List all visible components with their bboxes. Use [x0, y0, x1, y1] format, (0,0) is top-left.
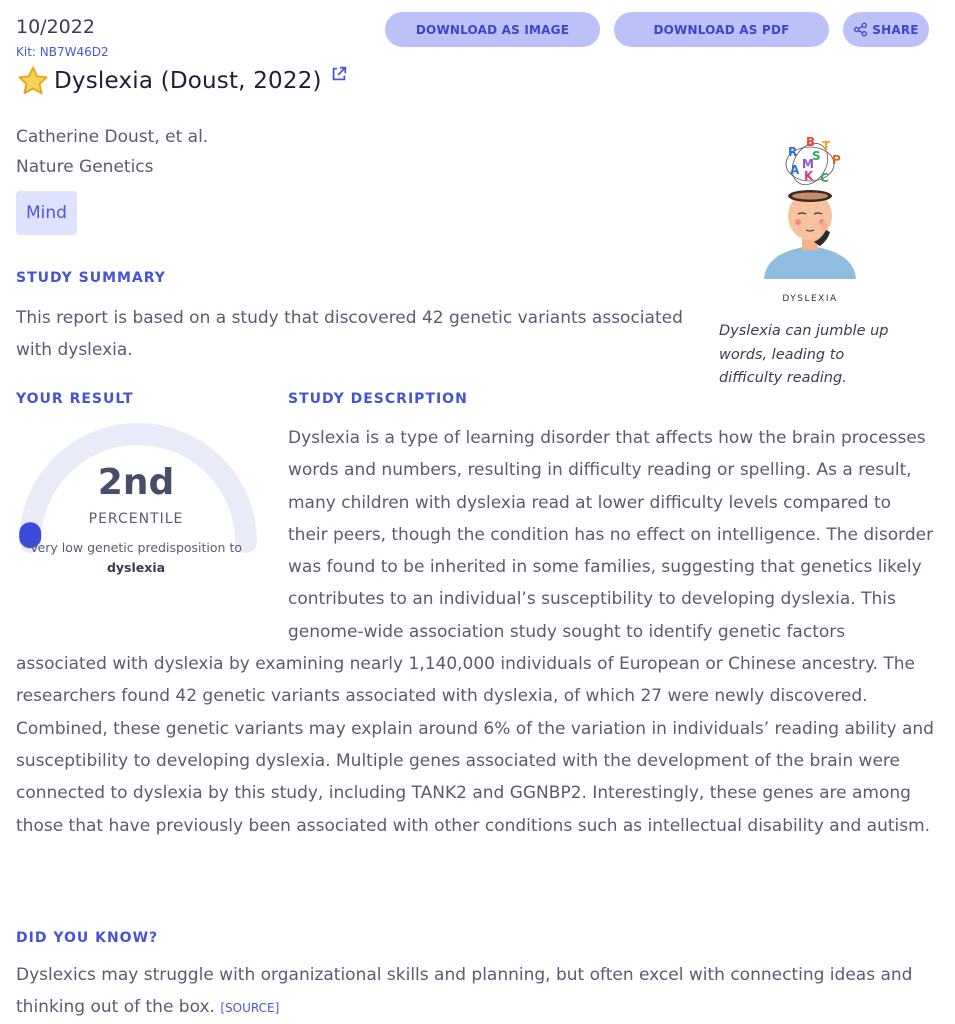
did-you-know-text: Dyslexics may struggle with organizational skills and planning, but often excel with connecting ideas and thinking out of the box. [16, 965, 913, 1017]
share-icon [853, 22, 868, 37]
authors-block [16, 122, 208, 182]
source-link[interactable]: [SOURCE] [220, 1001, 280, 1015]
page-title: Dyslexia (Doust, 2022) [54, 68, 322, 94]
illustration-letter: A [790, 163, 800, 177]
download-pdf-button[interactable]: DOWNLOAD AS PDF [614, 12, 829, 47]
download-image-button[interactable]: DOWNLOAD AS IMAGE [385, 12, 600, 47]
illustration-letter: B [806, 135, 816, 149]
result-description-prefix: Very low genetic predisposition to [30, 540, 242, 555]
illustration-caption: Dyslexia can jumble up words, leading to difficulty reading. [719, 323, 889, 386]
report-date: 10/2022 [16, 16, 95, 38]
study-summary-text: This report is based on a study that discovered 42 genetic variants associated with dyslexia. [16, 308, 683, 360]
illustration-letter: T [822, 139, 831, 153]
dyslexia-illustration [754, 134, 866, 294]
journal: Nature Genetics [16, 157, 154, 177]
illustration-letter: S [812, 149, 821, 163]
favorite-star-icon[interactable] [16, 64, 50, 98]
percentile-value: 2nd [97, 462, 175, 503]
illustration-letter: C [820, 171, 829, 185]
result-trait: dyslexia [106, 560, 166, 575]
illustration-letter: P [832, 153, 841, 167]
did-you-know-block [16, 959, 936, 1024]
study-description-heading: STUDY DESCRIPTION [288, 391, 468, 407]
authors: Catherine Doust, et al. [16, 127, 209, 147]
kit-id: Kit: NB7W46D2 [16, 45, 109, 59]
external-link-icon[interactable] [330, 65, 348, 83]
illustration-label: DYSLEXIA [782, 294, 838, 304]
illustration-letter: K [804, 169, 814, 183]
your-result-heading: YOUR RESULT [16, 391, 134, 407]
study-summary-heading: STUDY SUMMARY [16, 270, 166, 286]
illustration-letter: R [788, 145, 798, 159]
did-you-know-heading: DID YOU KNOW? [16, 930, 159, 946]
illustration-letter: M [802, 157, 814, 171]
category-tag[interactable]: Mind [16, 191, 77, 235]
title-row [16, 64, 348, 98]
share-button[interactable] [843, 12, 929, 47]
share-label: SHARE [872, 22, 919, 37]
percentile-unit: PERCENTILE [88, 511, 184, 527]
study-description [16, 422, 936, 842]
study-description-text: Dyslexia is a type of learning disorder that affects how the brain processes words and numbers, resulting in difficulty reading or spelling. As a result, many children with dyslexia read at lower difficulty levels compared to their peers, though the condition has no effect on intelligence. The disorder was found to be inherited in some families, suggesting that genetics likely contributes to an individual’s susceptibility to developing dyslexia. This genome-wide association study sought to identify genetic factors associated with dyslexia by examining nearly 1,140,000 individuals of European or Chinese ancestry. The researchers found 42 genetic variants associated with dyslexia, of which 27 were newly discovered. Combined, these genetic variants may explain around 6% of the variation in individuals’ reading ability and susceptibility to developing dyslexia. Multiple genes associated with the development of the brain were connected to dyslexia by this study, including TANK2 and GGNBP2. Interestingly, these genes are among those that have previously been associated with other conditions such as intellectual disability and autism. [16, 428, 934, 836]
